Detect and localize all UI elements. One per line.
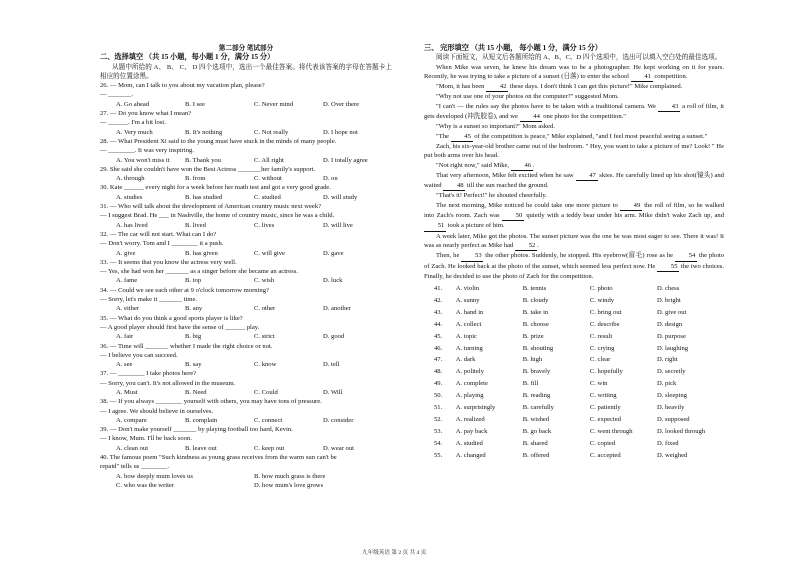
blank-number: 43 <box>658 102 680 112</box>
question-line: 38. — If you always ________ yourself with others, you may have tons of pressure. <box>100 398 322 406</box>
page-footer: 九年级英语 第 2 页 共 4 页 <box>362 550 427 556</box>
option-row <box>424 414 724 426</box>
answer-option[interactable]: C. hopefully <box>589 368 623 376</box>
answer-option[interactable]: A. You won't miss it <box>116 156 170 164</box>
cloze-passage <box>424 63 724 282</box>
blank-number: 55 <box>657 262 679 272</box>
question <box>100 109 392 137</box>
question <box>100 137 392 165</box>
blank-number: 50 <box>502 211 524 221</box>
option-row <box>424 378 724 390</box>
question <box>100 314 392 342</box>
answer-option[interactable]: B. go back <box>522 427 552 435</box>
option-row <box>424 438 724 450</box>
option-row <box>424 450 724 462</box>
answer-option[interactable]: A. clean out <box>116 444 149 452</box>
answer-option[interactable]: D. on <box>323 175 338 183</box>
blank-number: 52 <box>515 241 537 251</box>
question-line: 29. She said she couldn't have won the Best Actress _______her family's support. <box>100 165 316 173</box>
answer-option[interactable]: B. bravely <box>522 368 551 376</box>
answer-option[interactable]: B. has given <box>185 249 218 257</box>
blank-number: 45 <box>451 132 473 142</box>
section-heading-choice: 二、选择填空 （共 15 小题，每小题 1 分，满分 15 分） <box>100 53 275 62</box>
answer-option[interactable]: C. Never mind <box>254 100 294 108</box>
passage-paragraph <box>424 63 724 83</box>
question <box>100 342 392 370</box>
answer-option[interactable]: B. It's nothing <box>185 128 223 136</box>
passage-text: a roll of film, it gets developed (冲洗胶卷), and we <box>424 102 724 121</box>
passage-paragraph <box>424 122 724 131</box>
blank-number: 44 <box>520 112 542 122</box>
question-line: 34. — Could we see each other at 9 o'clock tomorrow morning? <box>100 286 269 294</box>
answer-option[interactable]: B. has studied <box>185 193 223 201</box>
passage-text: skies. He carefully lined up his shot(镜头) and waited <box>424 171 724 190</box>
answer-option[interactable]: B. offered <box>522 451 550 459</box>
blank-number: 53 <box>461 251 483 261</box>
blank-number: 42 <box>486 82 508 92</box>
answer-option[interactable]: D. will study <box>323 193 358 201</box>
answer-option[interactable]: A. pay back <box>455 427 488 435</box>
answer-option[interactable]: B. big <box>185 333 202 341</box>
answer-option[interactable]: A. give <box>116 249 136 257</box>
answer-option[interactable]: C. writing <box>589 392 617 400</box>
question-line: — Don't worry. Tom and I ________ it a push. <box>100 240 224 248</box>
blank-number: 48 <box>443 181 465 191</box>
answer-option[interactable]: D. laughing <box>656 344 689 352</box>
answer-option[interactable]: C. know <box>254 361 277 369</box>
answer-option[interactable]: D. purpose <box>656 332 686 340</box>
answer-option[interactable]: C. wish <box>254 277 275 285</box>
answer-option[interactable]: D. tell <box>323 361 340 369</box>
part-title: 第二部分 笔试部分 <box>218 45 274 52</box>
passage-paragraph <box>424 82 724 92</box>
left-column <box>100 44 392 490</box>
answer-option[interactable]: B. high <box>522 356 543 364</box>
question <box>100 258 392 286</box>
answer-option[interactable]: C. other <box>254 305 276 313</box>
question-line: — I agree. We should believe in ourselves. <box>100 407 214 415</box>
answer-option[interactable]: B. top <box>185 277 202 285</box>
question <box>100 286 392 314</box>
answer-option[interactable]: C. studied <box>254 193 281 201</box>
answer-option[interactable]: B. complain <box>185 416 218 424</box>
answer-option[interactable]: A. fair <box>116 333 134 341</box>
option-number: 42. <box>434 297 443 305</box>
option-number: 49. <box>434 380 443 388</box>
question <box>100 453 392 490</box>
answer-option[interactable]: B. I see <box>185 100 205 108</box>
option-row <box>424 366 724 378</box>
option-number: 41. <box>434 285 443 293</box>
answer-option[interactable]: C. patiently <box>589 404 621 412</box>
question-line: 26. — Mom, can I talk to you about my vacation plan, please? <box>100 82 265 90</box>
answer-option[interactable]: B. shouting <box>522 344 554 352</box>
answer-option[interactable]: D. Over there <box>323 100 360 108</box>
answer-option[interactable]: B. tennis <box>522 285 547 293</box>
question-line: — A good player should first have the sense of ______ play. <box>100 323 260 331</box>
blank-number: 46 <box>511 161 533 171</box>
blank-number: 41 <box>631 72 653 82</box>
option-number: 46. <box>434 344 443 352</box>
passage-text: took a picture of him. <box>446 222 505 230</box>
passage-text: the roll of film, so he walked into Zach's room. Zach was <box>424 201 725 220</box>
answer-option[interactable]: C. bring out <box>589 308 622 316</box>
option-number: 48. <box>434 368 443 376</box>
answer-option[interactable]: C. expected <box>589 415 621 423</box>
passage-text: . <box>532 161 535 169</box>
option-row <box>424 343 724 355</box>
answer-option[interactable]: A. sunny <box>455 297 480 305</box>
answer-option[interactable]: A. either <box>116 305 140 313</box>
answer-option[interactable]: D. design <box>656 320 683 328</box>
option-row <box>424 319 724 331</box>
answer-option[interactable]: B. lived <box>185 221 206 229</box>
answer-option[interactable]: A. how deeply mum loves us <box>116 472 193 480</box>
blank-number: 47 <box>576 171 598 181</box>
answer-option[interactable]: D. weighed <box>656 451 688 459</box>
section-heading-cloze: 三、 完形填空 （共 15 小题， 每小题 1 分，满分 15 分） <box>424 44 602 52</box>
option-number: 45. <box>434 332 443 340</box>
question-line: — Sorry, let's make it _______ time. <box>100 296 198 304</box>
answer-option[interactable]: A. see <box>116 361 133 369</box>
passage-paragraph <box>424 142 724 161</box>
answer-option[interactable]: B. choose <box>522 320 549 328</box>
passage-text: "Mom, it has been <box>436 83 487 91</box>
answer-option[interactable]: D. Will <box>323 388 343 396</box>
answer-option[interactable]: B. how much grass is there <box>254 472 326 480</box>
option-number: 51. <box>434 404 443 412</box>
question-line: repaid" tells us ________. <box>100 463 169 471</box>
option-row <box>424 331 724 343</box>
passage-text: "That's it! Perfect!" he shouted cheerfully. <box>436 192 547 200</box>
section-instruction: 从题中所给的 A、 B、 C、 D 四个选项中，选出一个最佳答案。将代表该答案的字母在答题卡上相应的位置涂黑。 <box>100 63 392 80</box>
question-line: 37. — ________ I take photos here? <box>100 370 197 378</box>
answer-option[interactable]: D. good <box>323 333 345 341</box>
answer-option[interactable]: D. will live <box>323 221 353 229</box>
answer-option[interactable]: C. Not really <box>254 128 289 136</box>
answer-option[interactable]: D. another <box>323 305 351 313</box>
blank-number: 49 <box>620 201 642 211</box>
passage-paragraph <box>424 201 724 232</box>
question-line: 35. — What do you think a good sports player is like? <box>100 314 243 322</box>
answer-option[interactable]: A. realized <box>455 415 485 423</box>
answer-option[interactable]: D. secretly <box>656 368 686 376</box>
answer-option[interactable]: A. studies <box>116 193 143 201</box>
passage-text: the photo of Zach. He looked back at the photo of the sunset, which seemed less perfect now. He <box>424 252 724 270</box>
question-line: 30. Kate ______ every night for a week before her math test and got a very good grade. <box>100 184 331 192</box>
option-number: 47. <box>434 356 443 364</box>
passage-text: When Mike was seven, he knew his dream was to be a photographer. He kept working on it for years. Recently, he was trying to take a picture of a sunset (日落) to enter the school <box>424 63 724 80</box>
question-line: — Yes, she had won her _______ as a singer before she became an actress. <box>100 268 298 276</box>
answer-option[interactable]: A. topic <box>455 332 477 340</box>
option-number: 44. <box>434 320 443 328</box>
passage-text: Then, he <box>436 252 462 260</box>
question-line: — _______. <box>100 91 133 99</box>
answer-option[interactable]: A. changed <box>455 451 486 459</box>
option-number: 54. <box>434 439 443 447</box>
cloze-options-table <box>424 283 724 461</box>
answer-option[interactable]: A. compare <box>116 416 147 424</box>
answer-option[interactable]: D. right <box>656 356 678 364</box>
question <box>100 183 392 202</box>
option-number: 52. <box>434 415 443 423</box>
question <box>100 165 392 184</box>
answer-option[interactable]: B. take in <box>522 308 549 316</box>
answer-option[interactable]: D. consider <box>323 416 354 424</box>
passage-text: these days. I don't think I can get this picture!" Mike complained. <box>508 83 683 91</box>
answer-option[interactable]: D. I hope not <box>323 128 358 136</box>
answer-option[interactable]: A. surprisingly <box>455 404 496 412</box>
passage-text: competition. <box>652 72 688 80</box>
answer-option[interactable]: D. I totally agree <box>323 156 368 164</box>
answer-option[interactable]: C. accepted <box>589 451 621 459</box>
answer-option[interactable]: B. Thank you <box>185 156 221 164</box>
answer-option[interactable]: C. who was the writer <box>116 481 175 489</box>
answer-option[interactable]: C. Could <box>254 388 278 396</box>
answer-option[interactable]: C. result <box>589 332 613 340</box>
question-line: 33. — It seems that you know the actress very well. <box>100 258 237 266</box>
answer-option[interactable]: C. win <box>589 380 608 388</box>
answer-option[interactable]: C. crying <box>589 344 615 352</box>
answer-option[interactable]: D. give out <box>656 308 687 316</box>
passage-text: "Not right now," said Mike, <box>436 161 511 169</box>
question-line: 28. — What President Xi said to the young must have stuck in the minds of many people. <box>100 137 337 145</box>
answer-option[interactable]: D. chess <box>656 285 680 293</box>
answer-option[interactable]: B. cloudy <box>522 297 549 305</box>
passage-paragraph <box>424 232 724 252</box>
option-row <box>424 402 724 414</box>
answer-option[interactable]: B. any <box>185 305 203 313</box>
answer-option[interactable]: A. through <box>116 175 145 183</box>
answer-option[interactable]: B. reading <box>522 392 551 400</box>
option-row <box>424 354 724 366</box>
question-line: 27. — Do you know what I mean? <box>100 110 192 118</box>
answer-option[interactable]: B. Need <box>185 388 207 396</box>
answer-option[interactable]: A. fame <box>116 277 138 285</box>
answer-option[interactable]: C. connect <box>254 416 283 424</box>
answer-option[interactable]: A. violin <box>455 285 480 293</box>
passage-paragraph <box>424 161 724 171</box>
option-number: 55. <box>434 451 443 459</box>
answer-option[interactable]: A. collect <box>455 320 482 328</box>
question <box>100 425 392 453</box>
question-line: — I believe you can succeed. <box>100 351 178 359</box>
answer-option[interactable]: C. went through <box>589 427 633 435</box>
question-line: — ________. It was very inspiring. <box>100 147 194 155</box>
question <box>100 230 392 258</box>
right-column <box>424 44 724 461</box>
answer-option[interactable]: C. describe <box>589 320 620 328</box>
question <box>100 397 392 425</box>
passage-text: A week later, Mike got the photos. The sunset picture was the one he was most eager to see. There it was! It was as nearly perfect as Mike had <box>424 232 724 249</box>
answer-option[interactable]: B. fill <box>522 380 539 388</box>
answer-option[interactable]: A. studied <box>455 439 483 447</box>
answer-option[interactable]: A. Go ahead <box>116 100 150 108</box>
answer-option[interactable]: D. heavily <box>656 404 685 412</box>
answer-option[interactable]: D. sleeping <box>656 392 687 400</box>
question-line: 40. The famous poem "Such kindness as young grass receives from the warm sun can't be <box>100 454 337 462</box>
option-row <box>424 390 724 402</box>
cloze-instruction: 阅读下面短文，从短文后各题所给的 A、B、C、D 四个选项中，选出可以填入空白处的最佳选项。 <box>436 54 722 62</box>
passage-text: That very afternoon, Mike felt excited when he saw <box>436 171 576 179</box>
answer-option[interactable]: B. shared <box>522 439 548 447</box>
answer-option[interactable]: B. say <box>185 361 202 369</box>
passage-text: "Why not use one of your photos on the computer?" suggested Mom. <box>436 93 619 101</box>
answer-option[interactable]: A. has lived <box>116 221 148 229</box>
passage-paragraph <box>424 132 724 142</box>
option-row <box>424 295 724 307</box>
option-number: 53. <box>434 427 443 435</box>
answer-option[interactable]: A. turning <box>455 344 483 352</box>
answer-option[interactable]: C. windy <box>589 297 615 305</box>
answer-option[interactable]: D. supposed <box>656 415 690 423</box>
passage-paragraph <box>424 102 724 123</box>
answer-option[interactable]: A. hand in <box>455 308 484 316</box>
passage-text: quietly with a teddy bear under his arm. Mike didn't wake Zach up, and <box>523 212 724 220</box>
answer-option[interactable]: C. lives <box>254 221 275 229</box>
passage-text: of the competition is peace," Mike explained, "and I feel most peaceful seeing a sunset." <box>472 132 708 140</box>
passage-text: the two choices. Finally, he decided to use the photo of Zach for the competition. <box>424 262 725 280</box>
answer-option[interactable]: B. prize <box>522 332 544 340</box>
passage-text: "Why is a sunset so important?" Mom asked. <box>436 123 555 131</box>
option-number: 50. <box>434 392 443 400</box>
passage-text: till the sun reached the ground. <box>465 182 549 190</box>
question <box>100 81 392 109</box>
question-line: — I know, Mum. I'll be back soon. <box>100 435 192 443</box>
option-row <box>424 283 724 295</box>
question-line: 39. — Don't make yourself _______ by playing football too hard, Kevin. <box>100 426 293 434</box>
option-number: 43. <box>434 308 443 316</box>
passage-text: Zach, his six-year-old brother came out of the bedroom. " Hey, you want to take a picture of me? Look! " He put both arms over his head. <box>424 142 724 160</box>
question-line: — Sorry, you can't. It's not allowed in the museum. <box>100 379 236 387</box>
passage-paragraph <box>424 171 724 192</box>
answer-option[interactable]: D. wear out <box>323 444 354 452</box>
answer-option[interactable]: A. Must <box>116 388 138 396</box>
passage-paragraph <box>424 92 724 101</box>
option-row <box>424 426 724 438</box>
question-line: — ______. I'm a bit lost. <box>100 119 166 127</box>
passage-text: The next morning, Mike noticed he could take one more picture to <box>436 201 620 209</box>
answer-option[interactable]: B. wished <box>522 415 550 423</box>
question <box>100 369 392 397</box>
answer-option[interactable]: B. leave out <box>185 444 217 452</box>
option-row <box>424 307 724 319</box>
answer-option[interactable]: C. keep out <box>254 444 285 452</box>
answer-option[interactable]: C. strict <box>254 333 275 341</box>
passage-text: "The <box>436 132 451 140</box>
passage-text: "I can't — the rules say the photos have to be taken with a traditional camera. We <box>436 102 659 110</box>
answer-option[interactable]: C. clear <box>589 356 611 364</box>
answer-option[interactable]: D. fixed <box>656 439 679 447</box>
answer-option[interactable]: B. carefully <box>522 404 554 412</box>
blank-number: 51 <box>424 221 446 231</box>
answer-option[interactable]: C. All right <box>254 156 284 164</box>
question-list <box>100 81 392 490</box>
answer-option[interactable]: C. photo <box>589 285 613 293</box>
answer-option[interactable]: A. Very much <box>116 128 153 136</box>
answer-option[interactable]: A. complete <box>455 380 488 388</box>
question-line: — I suggest Brad. He ___ in Nashville, the home of country music, since he was a child. <box>100 212 335 220</box>
answer-option[interactable]: D. looked through <box>656 427 706 435</box>
answer-option[interactable]: D. bright <box>656 297 681 305</box>
answer-option[interactable]: B. from <box>185 175 206 183</box>
answer-option[interactable]: D. gave <box>323 249 344 257</box>
answer-option[interactable]: D. pick <box>656 380 677 388</box>
answer-option[interactable]: C. copied <box>589 439 616 447</box>
answer-option[interactable]: D. how mum's love grows <box>254 481 324 489</box>
question-line: 31. — Who will talk about the development of American country music next week? <box>100 203 322 211</box>
blank-number: 54 <box>675 251 697 261</box>
question <box>100 202 392 230</box>
answer-option[interactable]: A. politely <box>455 368 484 376</box>
passage-paragraph <box>424 191 724 200</box>
answer-option[interactable]: C. will give <box>254 249 285 257</box>
answer-option[interactable]: A. playing <box>455 392 484 400</box>
passage-paragraph <box>424 251 724 281</box>
passage-text: the other photos. Suddenly, he stopped. His eyebrow(眉毛) rose as he <box>483 252 676 260</box>
question-line: 32. — The car will not start. What can I do? <box>100 230 217 238</box>
passage-text: one photo for the competition." <box>541 113 626 121</box>
answer-option[interactable]: A. dark <box>455 356 476 364</box>
answer-option[interactable]: D. luck <box>323 277 343 285</box>
answer-option[interactable]: C. without <box>254 175 282 183</box>
question-line: 36. — Time will _______ whether I made the right choice or not. <box>100 342 273 350</box>
passage-text: . <box>537 241 539 249</box>
